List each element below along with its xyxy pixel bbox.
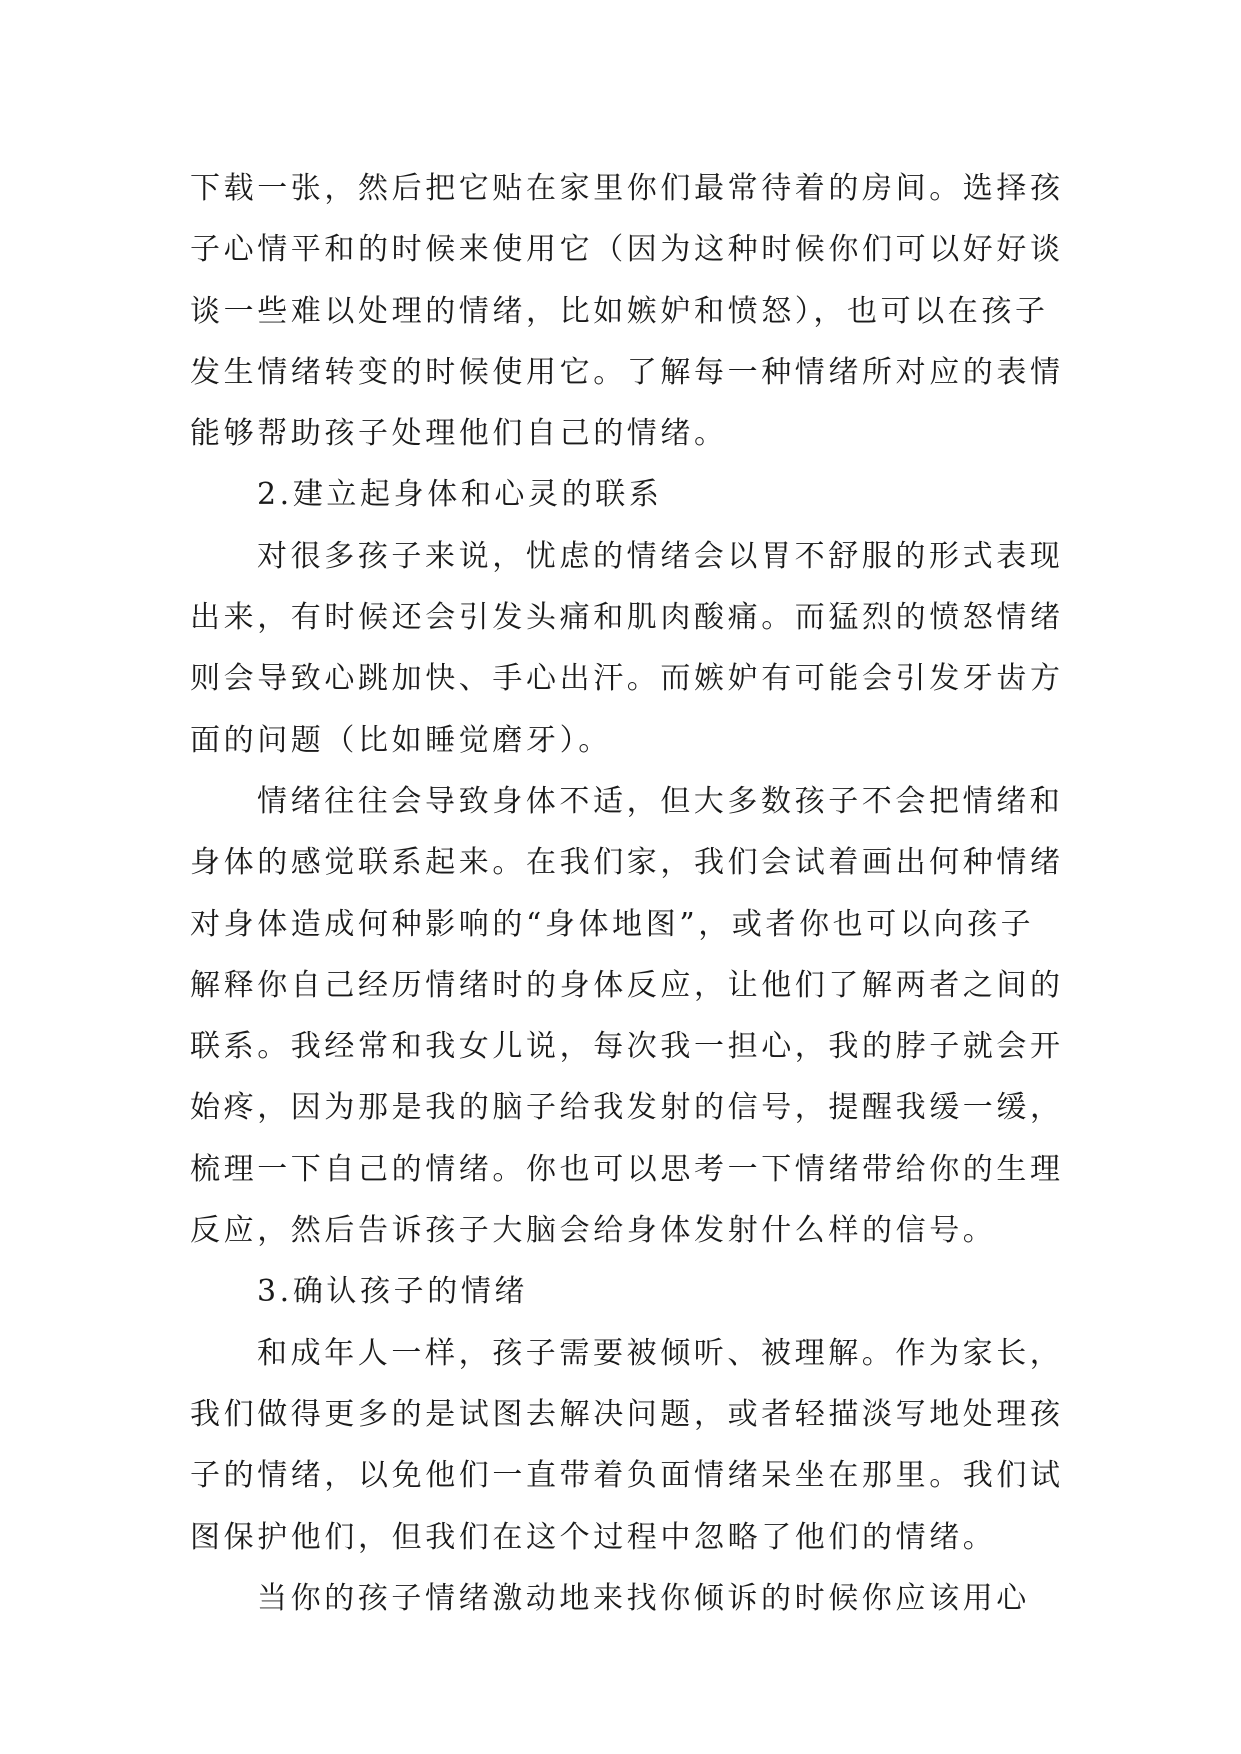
text-line: 则会导致心跳加快、手心出汗。而嫉妒有可能会引发牙齿方	[190, 661, 1064, 697]
text-line: 解释你自己经历情绪时的身体反应，让他们了解两者之间的	[190, 967, 1064, 1003]
text-line: 能够帮助孩子处理他们自己的情绪。	[190, 416, 728, 452]
text-line: 联系。我经常和我女儿说，每次我一担心，我的脖子就会开	[190, 1029, 1064, 1065]
text-line: 梳理一下自己的情绪。你也可以思考一下情绪带给你的生理	[190, 1151, 1064, 1187]
text-line: 我们做得更多的是试图去解决问题，或者轻描淡写地处理孩	[190, 1396, 1064, 1432]
text-line: 面的问题（比如睡觉磨牙）。	[190, 722, 612, 758]
text-line: 发生情绪转变的时候使用它。了解每一种情绪所对应的表情	[190, 354, 1064, 390]
text-line: 情绪往往会导致身体不适，但大多数孩子不会把情绪和	[257, 783, 1064, 819]
text-line: 反应，然后告诉孩子大脑会给身体发射什么样的信号。	[190, 1213, 997, 1249]
text-line: 子的情绪，以免他们一直带着负面情绪呆坐在那里。我们试	[190, 1458, 1064, 1494]
text-line: 下载一张，然后把它贴在家里你们最常待着的房间。选择孩	[190, 171, 1064, 206]
text-line: 2.建立起身体和心灵的联系	[257, 477, 663, 513]
text-line: 当你的孩子情绪激动地来找你倾诉的时候你应该用心	[257, 1580, 1030, 1616]
text-line: 图保护他们，但我们在这个过程中忽略了他们的情绪。	[190, 1519, 997, 1555]
text-line: 谈一些难以处理的情绪，比如嫉妒和愤怒），也可以在孩子	[190, 293, 1049, 329]
text-line: 对身体造成何种影响的“身体地图”，或者你也可以向孩子	[190, 906, 1035, 942]
text-line: 子心情平和的时候来使用它（因为这种时候你们可以好好谈	[190, 232, 1064, 268]
text-line: 身体的感觉联系起来。在我们家，我们会试着画出何种情绪	[190, 845, 1064, 881]
text-line: 3.确认孩子的情绪	[257, 1274, 529, 1310]
text-line: 和成年人一样，孩子需要被倾听、被理解。作为家长，	[257, 1335, 1064, 1371]
text-line: 出来，有时候还会引发头痛和肌肉酸痛。而猛烈的愤怒情绪	[190, 600, 1064, 636]
text-line: 对很多孩子来说，忧虑的情绪会以胃不舒服的形式表现	[257, 538, 1064, 574]
document-body	[190, 158, 1064, 1629]
text-line: 始疼，因为那是我的脑子给我发射的信号，提醒我缓一缓，	[190, 1090, 1064, 1126]
